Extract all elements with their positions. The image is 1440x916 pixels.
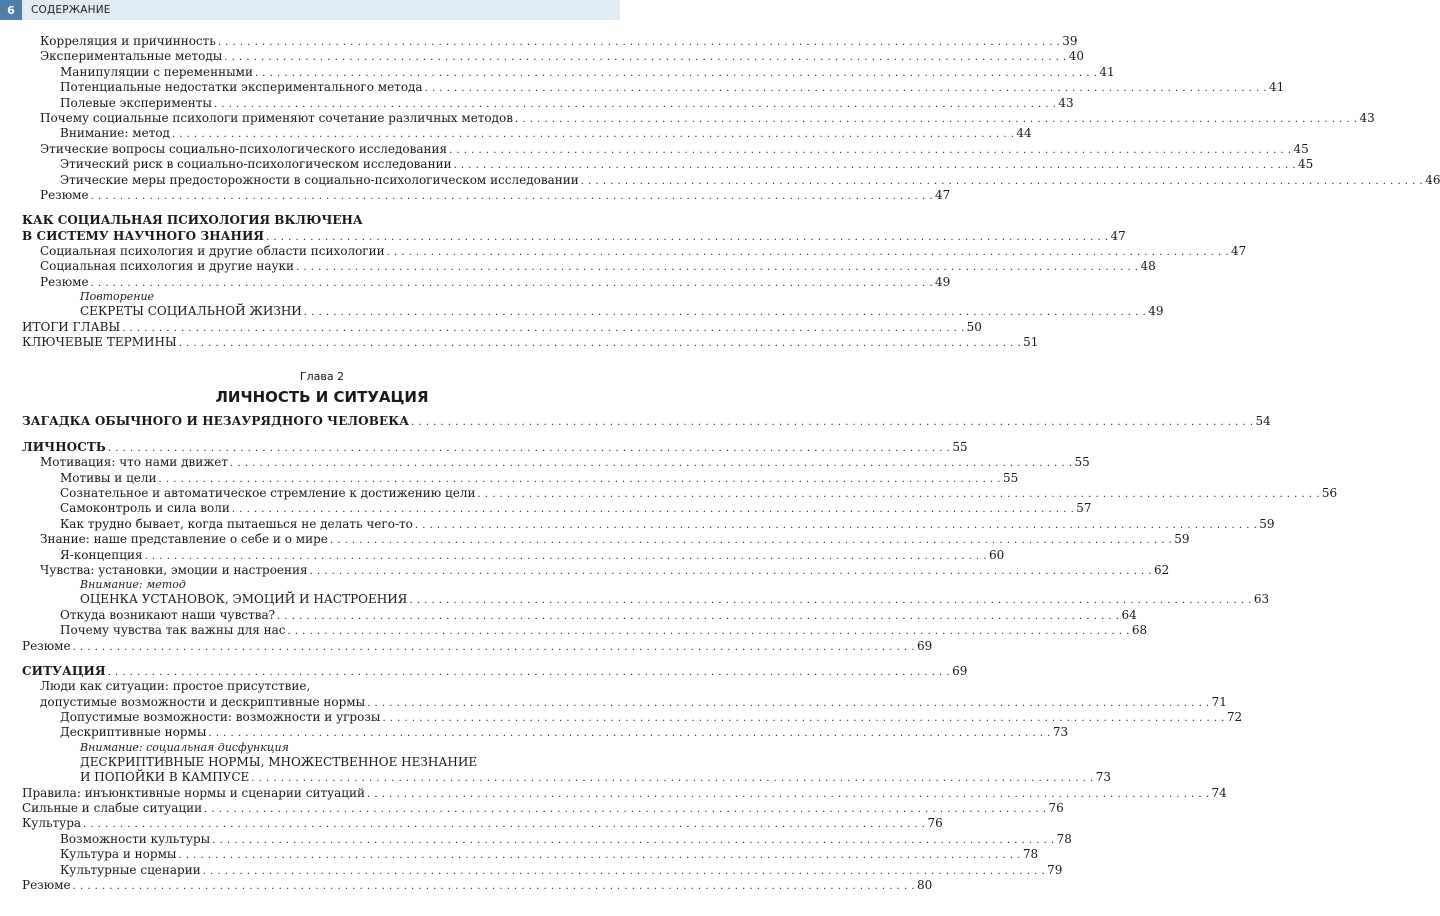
page-ref: 76 <box>927 816 943 831</box>
toc-entry[interactable]: Правила: инъюнктивные нормы и сценарии ситуаций . . . 74 <box>22 786 622 801</box>
page-ref: 41 <box>1099 64 1115 79</box>
page-ref: 55 <box>1074 455 1090 470</box>
chapter-title: ЛИЧНОСТЬ И СИТУАЦИЯ <box>215 388 429 407</box>
toc-entry[interactable]: Культура . . . 76 <box>22 816 622 831</box>
toc-entry[interactable]: Резюме . . . 47 <box>22 188 622 203</box>
page-ref: 69 <box>952 663 968 678</box>
page-ref: 40 <box>1068 49 1084 64</box>
page-ref: 59 <box>1259 516 1275 531</box>
toc-entry[interactable]: И ПОПОЙКИ В КАМПУСЕ . . . 73 <box>22 770 622 785</box>
page-ref: 68 <box>1131 623 1148 638</box>
toc-entry[interactable]: Социальная психология и другие науки . . . 48 <box>22 259 622 274</box>
page-ref: 55 <box>952 439 968 454</box>
chapter-label: Глава 2 <box>299 370 345 384</box>
toc-entry[interactable]: ЛИЧНОСТЬ . . . 55 <box>22 440 622 455</box>
toc-entry[interactable]: Резюме . . . 69 <box>22 639 622 654</box>
toc-entry[interactable]: СИТУАЦИЯ . . . 69 <box>22 664 622 679</box>
toc-entry[interactable]: Этические меры предосторожности в социально-психологическом исследовании . . . 46 <box>22 173 622 188</box>
toc-entry[interactable]: В СИСТЕМУ НАУЧНОГО ЗНАНИЯ . . . 47 <box>22 229 622 244</box>
toc-entry[interactable]: СЕКРЕТЫ СОЦИАЛЬНОЙ ЖИЗНИ . . . 49 <box>22 304 622 319</box>
page-ref: 54 <box>1255 414 1271 429</box>
toc-entry[interactable]: Чувства: установки, эмоции и настроения . . . 62 <box>22 563 622 578</box>
page-ref: 55 <box>1002 470 1019 485</box>
toc-entry[interactable]: Этический риск в социально-психологическом исследовании . . . 45 <box>22 157 622 172</box>
toc-entry-line: Люди как ситуации: простое присутствие, <box>40 679 311 694</box>
toc-entry[interactable]: Резюме . . . 49 <box>22 275 622 290</box>
toc-entry[interactable]: Полевые эксперименты . . . 43 <box>22 96 622 111</box>
table-of-contents <box>22 34 1440 893</box>
page-ref: 51 <box>1023 335 1039 350</box>
toc-entry[interactable]: ЗАГАДКА ОБЫЧНОГО И НЕЗАУРЯДНОГО ЧЕЛОВЕКА . . . 54 <box>22 414 622 429</box>
page-ref: 47 <box>935 187 951 202</box>
toc-entry[interactable]: Мотивы и цели . . . 55 <box>22 471 622 486</box>
section-heading: КАК СОЦИАЛЬНАЯ ПСИХОЛОГИЯ ВКЛЮЧЕНА <box>22 213 363 228</box>
page-ref: 59 <box>1174 532 1190 547</box>
toc-entry[interactable]: Социальная психология и другие области психологии . . . 47 <box>22 244 622 259</box>
toc-entry[interactable]: Этические вопросы социально-психологического исследования . . . 45 <box>22 142 622 157</box>
toc-entry[interactable]: Корреляция и причинность . . . 39 <box>22 34 622 49</box>
toc-entry-line: ДЕСКРИПТИВНЫЕ НОРМЫ, МНОЖЕСТВЕННОЕ НЕЗНАНИЕ <box>80 754 478 769</box>
page-ref: 39 <box>1062 34 1078 48</box>
toc-entry[interactable]: Я-концепция . . . 60 <box>22 548 622 563</box>
page-ref: 60 <box>989 547 1005 562</box>
page-ref: 64 <box>1121 607 1137 622</box>
toc-entry[interactable]: Сознательное и автоматическое стремление к достижению цели . . . 56 <box>22 486 622 501</box>
page-ref: 72 <box>1226 710 1243 725</box>
box-label: Повторение <box>80 290 155 304</box>
page-ref: 47 <box>1231 244 1247 259</box>
running-title: СОДЕРЖАНИЕ <box>31 4 111 16</box>
page-ref: 43 <box>1359 110 1375 125</box>
toc-entry[interactable]: Почему социальные психологи применяют сочетание различных методов . . . 43 <box>22 111 622 126</box>
page-ref: 43 <box>1058 95 1074 110</box>
page-ref: 71 <box>1211 694 1227 709</box>
toc-entry[interactable]: Резюме . . . 80 <box>22 878 622 893</box>
page-ref: 57 <box>1076 501 1092 516</box>
toc-entry[interactable]: Дескриптивные нормы . . . 73 <box>22 725 622 740</box>
toc-entry[interactable]: Культура и нормы . . . 78 <box>22 847 622 862</box>
page-ref: 79 <box>1047 862 1063 877</box>
toc-entry[interactable]: Знание: наше представление о себе и о мире . . . 59 <box>22 532 622 547</box>
page-ref: 56 <box>1321 485 1338 500</box>
toc-entry[interactable]: Откуда возникают наши чувства? . . . 64 <box>22 608 622 623</box>
page-ref: 47 <box>1110 228 1126 243</box>
toc-entry[interactable]: Самоконтроль и сила воли . . . 57 <box>22 501 622 516</box>
page-ref: 49 <box>1148 304 1164 319</box>
page-ref: 44 <box>1016 126 1032 141</box>
page-ref: 74 <box>1211 785 1227 800</box>
page-number: 6 <box>0 0 22 20</box>
toc-entry[interactable]: Возможности культуры . . . 78 <box>22 832 622 847</box>
page-ref: 41 <box>1269 80 1285 95</box>
page-ref: 73 <box>1052 725 1069 740</box>
page-ref: 73 <box>1095 770 1112 785</box>
toc-entry[interactable]: Сильные и слабые ситуации . . . 76 <box>22 801 622 816</box>
page-ref: 45 <box>1293 141 1309 156</box>
page-ref: 50 <box>966 319 982 334</box>
page-ref: 78 <box>1056 831 1072 846</box>
toc-entry[interactable]: допустимые возможности и дескриптивные нормы . . . 71 <box>22 695 622 710</box>
page-ref: 76 <box>1048 801 1064 816</box>
page-ref: 49 <box>935 274 951 289</box>
page-ref: 78 <box>1022 847 1039 862</box>
toc-entry[interactable]: Манипуляции с переменными . . . 41 <box>22 65 622 80</box>
page-ref: 45 <box>1298 157 1314 172</box>
toc-entry[interactable]: Мотивация: что нами движет . . . 55 <box>22 455 622 470</box>
box-label: Внимание: социальная дисфункция <box>80 740 289 754</box>
page-ref: 46 <box>1425 172 1440 187</box>
toc-entry[interactable]: Культурные сценарии . . . 79 <box>22 863 622 878</box>
toc-entry[interactable]: Допустимые возможности: возможности и угрозы . . . 72 <box>22 710 622 725</box>
toc-entry[interactable]: Внимание: метод . . . 44 <box>22 126 622 141</box>
page-ref: 48 <box>1140 259 1156 274</box>
page-ref: 69 <box>917 638 933 653</box>
page-ref: 63 <box>1253 592 1270 607</box>
toc-entry[interactable]: Почему чувства так важны для нас . . . 68 <box>22 623 622 638</box>
toc-entry[interactable]: ИТОГИ ГЛАВЫ . . . 50 <box>22 320 622 335</box>
toc-entry[interactable]: Потенциальные недостатки экспериментального метода . . . 41 <box>22 80 622 95</box>
box-label: Внимание: метод <box>80 578 186 592</box>
running-header <box>0 0 620 20</box>
toc-entry[interactable]: ОЦЕНКА УСТАНОВОК, ЭМОЦИЙ И НАСТРОЕНИЯ . . . 63 <box>22 592 622 607</box>
toc-entry[interactable]: КЛЮЧЕВЫЕ ТЕРМИНЫ . . . 51 <box>22 335 622 350</box>
toc-entry[interactable]: Как трудно бывает, когда пытаешься не делать чего-то . . . 59 <box>22 517 622 532</box>
toc-entry[interactable]: Экспериментальные методы . . . 40 <box>22 49 622 64</box>
page-ref: 62 <box>1154 562 1170 577</box>
page-ref: 80 <box>917 877 933 892</box>
